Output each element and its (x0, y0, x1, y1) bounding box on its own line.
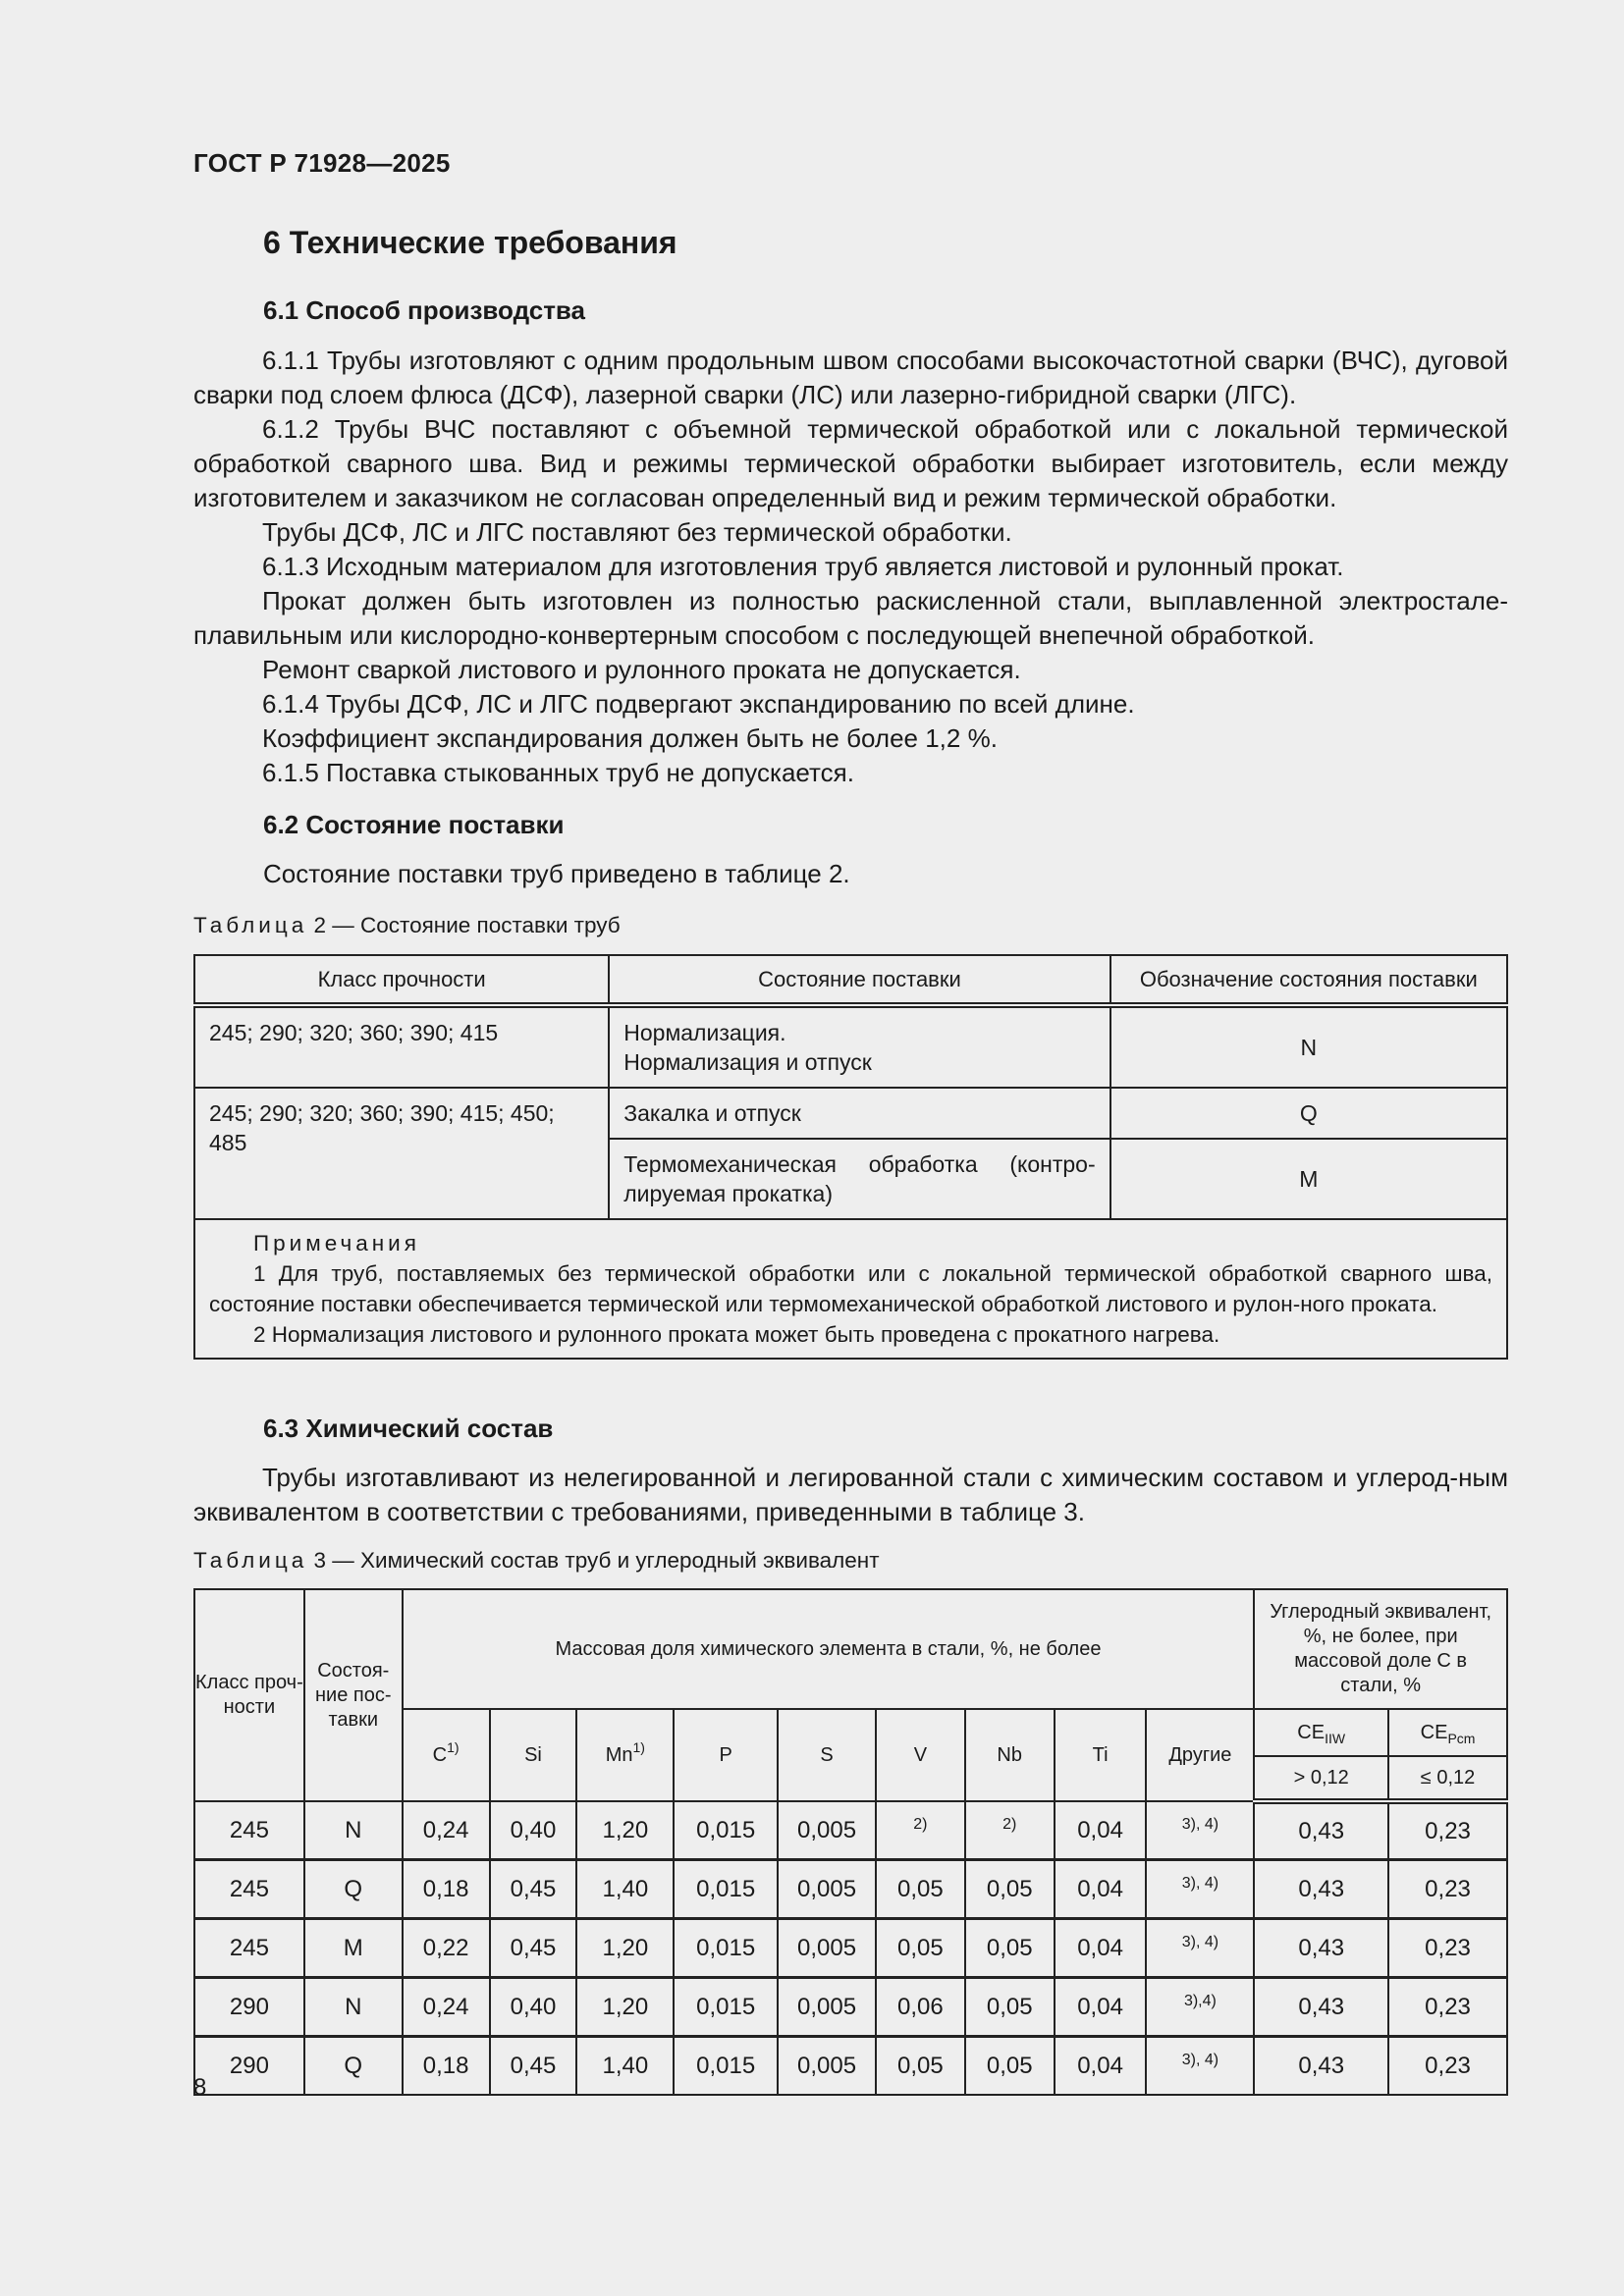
cell-c: 0,24 (403, 1978, 490, 2037)
caption-word: Таблица (193, 1548, 308, 1573)
cell-si: 0,45 (490, 1860, 577, 1919)
delivery-state-cell: Закалка и отпуск (609, 1088, 1110, 1139)
cell-class: 245 (194, 1919, 304, 1978)
header-element-nb: Nb (965, 1709, 1055, 1801)
cell-other: 3), 4) (1146, 1919, 1254, 1978)
paragraph: Состояние поставки труб приведено в таблице 2. (263, 859, 850, 888)
paragraph: 6.1.1 Трубы изготовляют с одним продольным швом способами высокочастотной сварки (ВЧС), дуговой сварки под слоем флюса (ДСФ), лазерной сварки (ЛС) или лазерно-гибридной сварки (ЛГС). (193, 346, 1508, 409)
cell-state: Q (304, 2037, 403, 2096)
cell-v: 0,05 (876, 2037, 965, 2096)
delivery-state-cell: Термомеханическая обработка (контро-лируемая прокатка) (609, 1139, 1110, 1219)
paragraph: Ремонт сваркой листового и рулонного проката не допускается. (262, 655, 1021, 684)
cell-v: 2) (876, 1801, 965, 1860)
state-code-cell: Q (1110, 1088, 1507, 1139)
section-6-title: 6 Технические требования (263, 225, 677, 260)
cell-class: 245 (194, 1801, 304, 1860)
note-2: 2 Нормализация листового и рулонного проката может быть проведена с прокатного нагрева. (253, 1322, 1220, 1347)
header-element-p: P (674, 1709, 778, 1801)
cell-ce-iiw: 0,43 (1254, 1801, 1388, 1860)
cell-c: 0,24 (403, 1801, 490, 1860)
cell-ce-pcm: 0,23 (1388, 1978, 1507, 2037)
cell-class: 290 (194, 1978, 304, 2037)
cell-nb: 0,05 (965, 1860, 1055, 1919)
table-row (194, 1860, 1507, 1919)
cell-c: 0,22 (403, 1919, 490, 1978)
state-line: Нормализация и отпуск (623, 1049, 872, 1075)
table-notes (194, 1219, 1507, 1359)
cell-mn: 1,20 (576, 1978, 674, 2037)
cell-p: 0,015 (674, 1978, 778, 2037)
paragraph: Прокат должен быть изготовлен из полностью раскисленной стали, выплавленной электростале-плавильным или кислородно-конвертерным способом с последующей внепечной обработкой. (193, 586, 1508, 650)
cell-nb: 0,05 (965, 2037, 1055, 2096)
header-delivery-state: Состояние поставки (609, 955, 1110, 1005)
header-element-c: $C^{1)}$ (403, 1709, 490, 1801)
state-line: Нормализация. (623, 1020, 786, 1045)
cell-p: 0,015 (674, 2037, 778, 2096)
delivery-state-cell (609, 1005, 1110, 1088)
section-6-1-title: 6.1 Способ производства (263, 295, 586, 325)
table-2-caption (193, 913, 621, 938)
header-strength-class: Класс проч-ности (194, 1589, 304, 1801)
cell-ti: 0,04 (1055, 1801, 1147, 1860)
strength-class-cell: 245; 290; 320; 360; 390; 415 (194, 1005, 609, 1088)
cell-si: 0,45 (490, 2037, 577, 2096)
cell-ce-iiw: 0,43 (1254, 1978, 1388, 2037)
cell-v: 0,06 (876, 1978, 965, 2037)
paragraph: 6.1.4 Трубы ДСФ, ЛС и ЛГС подвергают экспандированию по всей длине. (262, 689, 1135, 719)
cell-other: 3), 4) (1146, 2037, 1254, 2096)
header-element-mn: Mn$^{1)}$ (576, 1709, 674, 1801)
table-row (194, 2037, 1507, 2096)
cell-v: 0,05 (876, 1860, 965, 1919)
caption-word: Таблица (193, 913, 308, 937)
paragraph: 6.1.3 Исходным материалом для изготовления труб является листовой и рулонный прокат. (262, 552, 1344, 581)
cell-mn: 1,40 (576, 2037, 674, 2096)
cell-other: 3), 4) (1146, 1801, 1254, 1860)
cell-ce-pcm: 0,23 (1388, 1860, 1507, 1919)
cell-other: 3), 4) (1146, 1860, 1254, 1919)
cell-ce-pcm: 0,23 (1388, 1919, 1507, 1978)
cell-class: 290 (194, 2037, 304, 2096)
cell-s: 0,005 (778, 2037, 876, 2096)
header-carbon-equivalent: Углеродный эквивалент, %, не более, при массовой доле С в стали, % (1254, 1589, 1507, 1709)
section-6-2-title: 6.2 Состояние поставки (263, 810, 565, 839)
paragraph: 6.1.2 Трубы ВЧС поставляют с объемной термической обработкой или с локальной термической обработкой сварного шва. Вид и режимы термической обработки выбирает изготовитель, если между изготовителем и заказчиком не согласован определенный вид и режим термической обработки. (193, 414, 1508, 512)
header-element-s: S (778, 1709, 876, 1801)
cell-ti: 0,04 (1055, 2037, 1147, 2096)
paragraph: Коэффициент экспандирования должен быть не более 1,2 %. (262, 723, 998, 753)
paragraph: 6.1.5 Поставка стыкованных труб не допускается. (262, 758, 854, 787)
section-6-3-intro (193, 1461, 1508, 1529)
cell-state: M (304, 1919, 403, 1978)
cell-c: 0,18 (403, 2037, 490, 2096)
cell-mn: 1,20 (576, 1919, 674, 1978)
cell-ce-pcm: 0,23 (1388, 2037, 1507, 2096)
table-2-delivery-state (193, 954, 1508, 1360)
table-notes-row (194, 1219, 1507, 1359)
table-row (194, 1801, 1507, 1860)
cell-si: 0,45 (490, 1919, 577, 1978)
header-strength-class: Класс прочности (194, 955, 609, 1005)
cell-ce-pcm: 0,23 (1388, 1801, 1507, 1860)
header-ce-pcm-condition: ≤ 0,12 (1388, 1756, 1507, 1801)
cell-mn: 1,40 (576, 1860, 674, 1919)
header-ce-iiw: $CE_{IIW}$ (1254, 1709, 1388, 1756)
cell-v: 0,05 (876, 1919, 965, 1978)
table-3-caption (193, 1548, 880, 1574)
cell-ce-iiw: 0,43 (1254, 1860, 1388, 1919)
cell-mn: 1,20 (576, 1801, 674, 1860)
header-delivery-state: Состоя-ние пос-тавки (304, 1589, 403, 1801)
cell-state: N (304, 1801, 403, 1860)
caption-text: 3 — Химический состав труб и углеродный эквивалент (313, 1548, 880, 1573)
notes-title: Примечания (253, 1231, 420, 1255)
cell-s: 0,005 (778, 1860, 876, 1919)
caption-text: 2 — Состояние поставки труб (313, 913, 621, 937)
cell-p: 0,015 (674, 1919, 778, 1978)
cell-ti: 0,04 (1055, 1860, 1147, 1919)
paragraph: Трубы изготавливают из нелегированной и легированной стали с химическим составом и углерод-ным эквивалентом в соответствии с требованиями, приведенными в таблице 3. (193, 1463, 1508, 1526)
section-6-3-title: 6.3 Химический состав (263, 1414, 554, 1443)
cell-p: 0,015 (674, 1801, 778, 1860)
header-mass-fraction: Массовая доля химического элемента в стали, %, не более (403, 1589, 1255, 1709)
table-row (194, 1978, 1507, 2037)
table-3-chemical-composition (193, 1588, 1508, 2096)
header-element-si: Si (490, 1709, 577, 1801)
cell-class: 245 (194, 1860, 304, 1919)
page-number: 8 (193, 2074, 207, 2101)
state-code-cell: M (1110, 1139, 1507, 1219)
header-ce-iiw-condition: > 0,12 (1254, 1756, 1388, 1801)
cell-ti: 0,04 (1055, 1978, 1147, 2037)
header-element-v: V (876, 1709, 965, 1801)
table-header-row (194, 955, 1507, 1005)
table-header-row (194, 1589, 1507, 1709)
header-ce-pcm: $CE_{Pcm}$ (1388, 1709, 1507, 1756)
section-6-1-body (193, 344, 1508, 790)
cell-other: 3),4) (1146, 1978, 1254, 2037)
cell-s: 0,005 (778, 1978, 876, 2037)
cell-s: 0,005 (778, 1801, 876, 1860)
table-row (194, 1919, 1507, 1978)
header-state-code: Обозначение состояния поставки (1110, 955, 1507, 1005)
cell-si: 0,40 (490, 1978, 577, 2037)
cell-nb: 2) (965, 1801, 1055, 1860)
cell-nb: 0,05 (965, 1919, 1055, 1978)
document-code: ГОСТ Р 71928—2025 (193, 148, 451, 178)
cell-state: N (304, 1978, 403, 2037)
cell-p: 0,015 (674, 1860, 778, 1919)
cell-state: Q (304, 1860, 403, 1919)
header-element-ti: Ti (1055, 1709, 1147, 1801)
table-row (194, 1005, 1507, 1088)
cell-c: 0,18 (403, 1860, 490, 1919)
cell-ce-iiw: 0,43 (1254, 2037, 1388, 2096)
cell-ce-iiw: 0,43 (1254, 1919, 1388, 1978)
note-1: 1 Для труб, поставляемых без термической обработки или с локальной термической обработкой сварного шва, состояние поставки обеспечивается термической или термомеханической обработкой листового и рулон-ного проката. (209, 1261, 1492, 1316)
cell-si: 0,40 (490, 1801, 577, 1860)
paragraph: Трубы ДСФ, ЛС и ЛГС поставляют без термической обработки. (262, 517, 1012, 547)
cell-nb: 0,05 (965, 1978, 1055, 2037)
header-element-other: Другие (1146, 1709, 1254, 1801)
cell-ti: 0,04 (1055, 1919, 1147, 1978)
state-code-cell: N (1110, 1005, 1507, 1088)
strength-class-cell: 245; 290; 320; 360; 390; 415; 450; 485 (194, 1088, 609, 1219)
cell-s: 0,005 (778, 1919, 876, 1978)
table-row (194, 1088, 1507, 1139)
section-6-2-intro (263, 857, 1500, 891)
